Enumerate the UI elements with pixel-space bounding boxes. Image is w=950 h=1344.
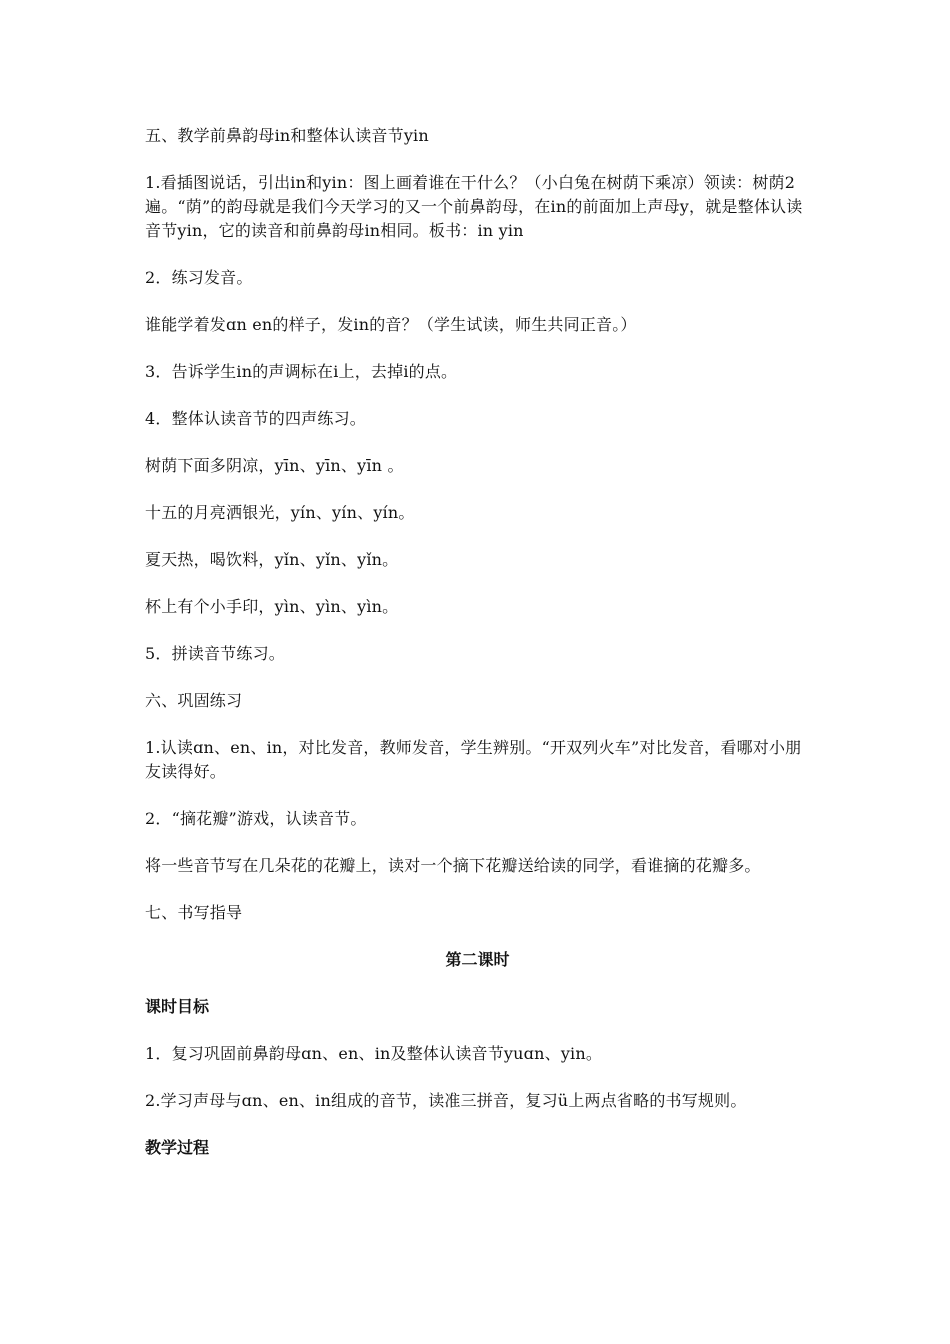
section-heading-7: 七、书写指导	[145, 903, 243, 922]
lesson-title: 第二课时	[445, 950, 510, 969]
paragraph-spelling-practice: 5．拼读音节练习。	[145, 644, 285, 663]
paragraph-four-tones: 4．整体认读音节的四声练习。	[145, 409, 366, 428]
paragraph-practice-pronunciation: 2．练习发音。	[145, 268, 253, 287]
objectives-heading: 课时目标	[145, 997, 210, 1016]
section-heading-6: 六、巩固练习	[145, 691, 243, 710]
rhyme-line-2: 十五的月亮洒银光，yín、yín、yín。	[145, 503, 415, 522]
rhyme-line-4: 杯上有个小手印，yìn、yìn、yìn。	[145, 597, 399, 616]
process-heading: 教学过程	[145, 1138, 210, 1157]
paragraph-compare-sounds: 1.认读ɑn、en、in，对比发音，教师发音，学生辨别。“开双列火车”对比发音，看哪对小朋友读得好。	[145, 738, 802, 781]
document-page	[145, 124, 810, 1183]
rhyme-line-3: 夏天热，喝饮料，yǐn、yǐn、yǐn。	[145, 550, 399, 569]
objective-2: 2.学习声母与ɑn、en、in组成的音节，读准三拼音，复习ü上两点省略的书写规则。	[145, 1091, 747, 1110]
rhyme-line-1: 树荫下面多阴凉，yīn、yīn、yīn 。	[145, 456, 404, 475]
paragraph-tone-mark: 3．告诉学生in的声调标在i上，去掉i的点。	[145, 362, 458, 381]
paragraph-imitate-sound: 谁能学着发ɑn en的样子，发in的音？（学生试读，师生共同正音。）	[145, 315, 637, 334]
paragraph-petal-game-detail: 将一些音节写在几朵花的花瓣上，读对一个摘下花瓣送给读的同学，看谁摘的花瓣多。	[145, 856, 761, 875]
objective-1: 1．复习巩固前鼻韵母ɑn、en、in及整体认读音节yuɑn、yin。	[145, 1044, 603, 1063]
paragraph-picture-talk: 1.看插图说话，引出in和yin：图上画着谁在干什么？（小白兔在树荫下乘凉）领读：树荫2遍。“荫”的韵母就是我们今天学习的又一个前鼻韵母，在in的前面加上声母y，就是整体认读音节yin，它的读音和前鼻韵母in相同。板书：in yin	[145, 173, 803, 240]
paragraph-petal-game: 2．“摘花瓣”游戏，认读音节。	[145, 809, 367, 828]
section-heading-5: 五、教学前鼻韵母in和整体认读音节yin	[145, 126, 429, 145]
